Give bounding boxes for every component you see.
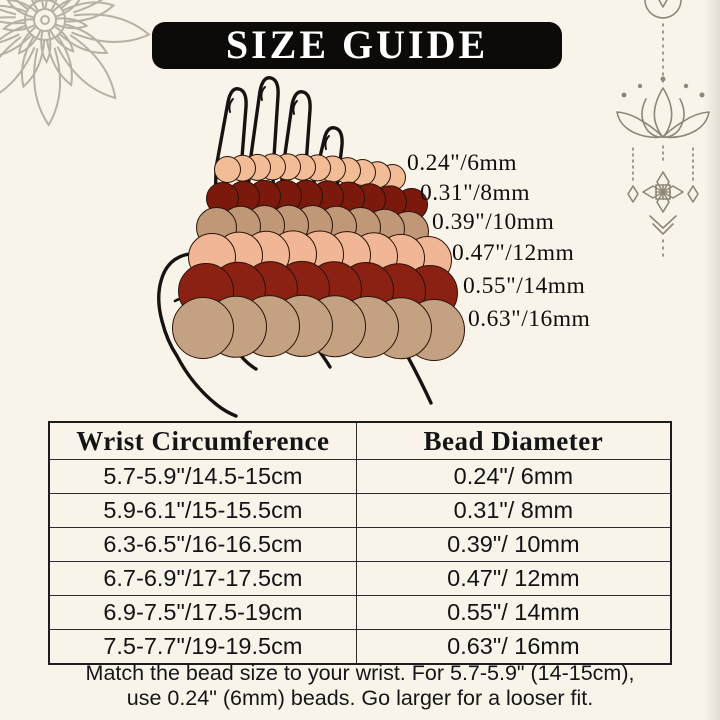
bead-value: 0.31"/ 8mm xyxy=(356,494,671,528)
table-row xyxy=(49,630,671,665)
header-wrist-circumference: Wrist Circumference xyxy=(49,422,356,460)
title-bar xyxy=(152,22,562,69)
wrist-value: 5.9-6.1"/15-15.5cm xyxy=(49,494,356,528)
fit-instructions xyxy=(0,661,720,711)
page-title: SIZE GUIDE xyxy=(225,21,489,67)
wrist-value: 6.9-7.5"/17.5-19cm xyxy=(49,596,356,630)
wrist-value: 7.5-7.7"/19-19.5cm xyxy=(49,630,356,665)
table-row xyxy=(49,460,671,494)
table-row xyxy=(49,562,671,596)
header-bead-diameter: Bead Diameter xyxy=(356,422,671,460)
bead-size-label: 0.24"/6mm xyxy=(407,150,518,176)
bead xyxy=(172,297,234,359)
bracelet-row xyxy=(172,294,465,356)
bead-value: 0.39"/ 10mm xyxy=(356,528,671,562)
bead-value: 0.55"/ 14mm xyxy=(356,596,671,630)
page-edge-shadow xyxy=(704,0,720,720)
bracelet-row xyxy=(214,150,406,177)
bead-value: 0.47"/ 12mm xyxy=(356,562,671,596)
bead-size-label: 0.39"/10mm xyxy=(432,209,555,235)
table-row xyxy=(49,494,671,528)
table-row xyxy=(49,528,671,562)
size-table xyxy=(48,421,672,665)
bead-size-label: 0.55"/14mm xyxy=(463,273,586,299)
table-header-row xyxy=(49,422,671,460)
bead-size-label: 0.63"/16mm xyxy=(468,306,591,332)
lotus-ornament-icon xyxy=(600,0,720,270)
wrist-value: 6.3-6.5"/16-16.5cm xyxy=(49,528,356,562)
fit-instructions-line1: Match the bead size to your wrist. For 5.7-5.9" (14-15cm), xyxy=(85,661,635,685)
bead-value: 0.63"/ 16mm xyxy=(356,630,671,665)
fit-instructions-line2: use 0.24" (6mm) beads. Go larger for a looser fit. xyxy=(126,686,594,710)
wrist-value: 6.7-6.9"/17-17.5cm xyxy=(49,562,356,596)
bead-size-label: 0.31"/8mm xyxy=(420,180,531,206)
wrist-value: 5.7-5.9"/14.5-15cm xyxy=(49,460,356,494)
table-row xyxy=(49,596,671,630)
bead-value: 0.24"/ 6mm xyxy=(356,460,671,494)
bead-size-label: 0.47"/12mm xyxy=(452,240,575,266)
